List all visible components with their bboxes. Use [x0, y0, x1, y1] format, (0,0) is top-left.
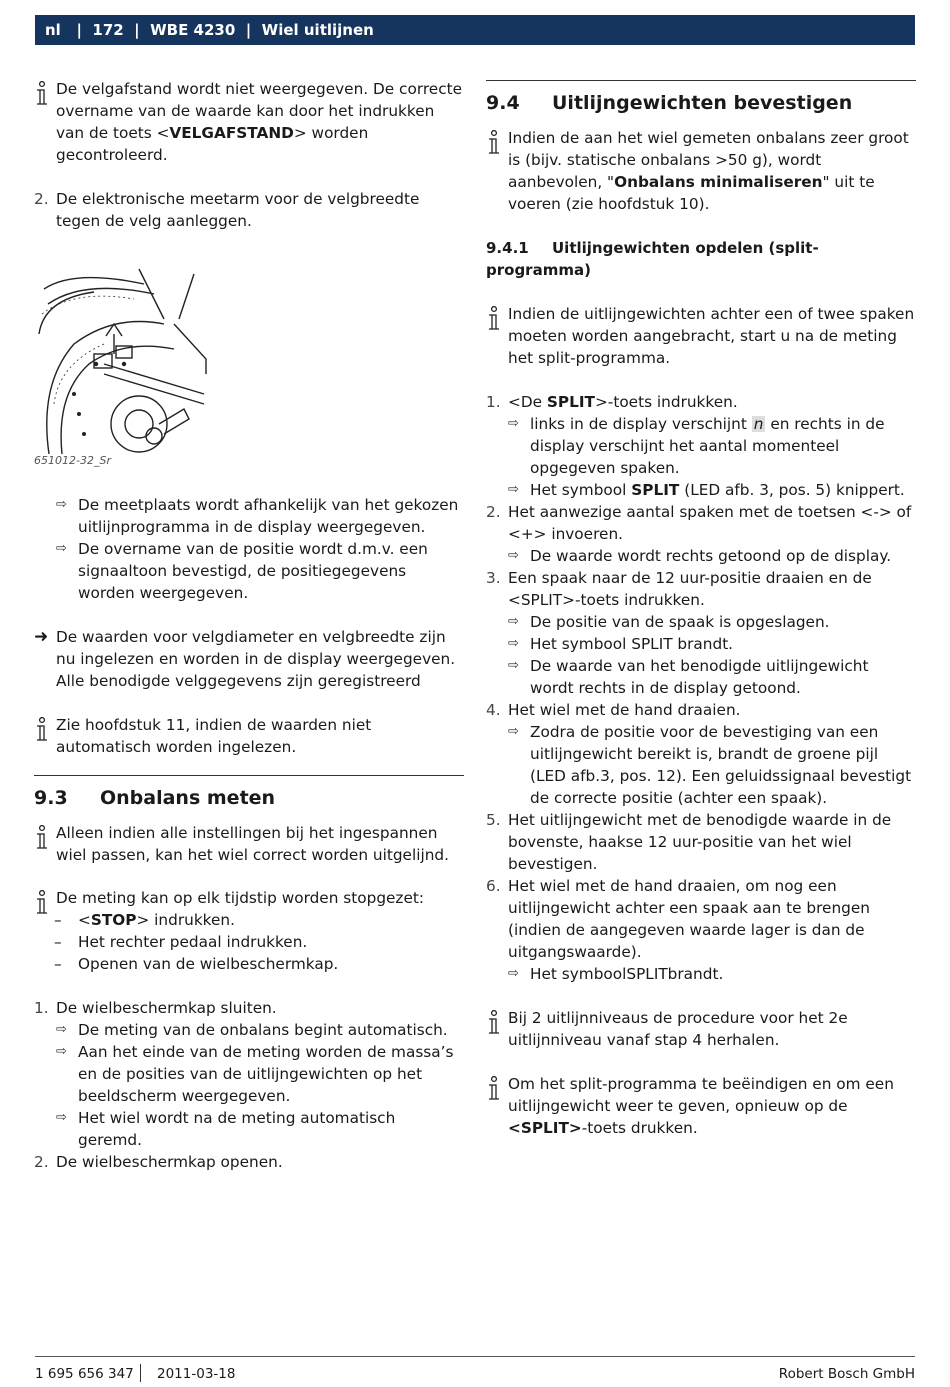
step-1-split-key: 1. <De SPLIT>-toets indrukken. — [486, 393, 738, 411]
result-arrow-icon: ⇨ — [508, 966, 519, 981]
section-heading-9-3: 9.3 Onbalans meten — [34, 775, 464, 812]
footer-divider — [35, 1356, 915, 1357]
info-note-stop: De meting kan op elk tijdstip worden stopgezet: — [34, 887, 464, 909]
info-icon — [34, 825, 50, 851]
footer-docnum: 1 695 656 347 — [35, 1366, 134, 1382]
info-icon — [486, 130, 502, 156]
info-note-minimize: Indien de aan het wiel gemeten onbalans zeer groot is (bijv. statische onbalans >50 g), wordt aanbevolen, "Onbalans minimaliseren" uit te voeren (zie hoofdstuk 10). — [486, 127, 916, 215]
result-arrow-icon: ⇨ — [508, 482, 519, 497]
result-item: ⇨ Het symboolSPLITbrandt. — [508, 965, 724, 983]
bold-arrow-icon: ➜ — [34, 627, 49, 647]
lcd-symbol: n — [753, 415, 764, 433]
result-item: ⇨ De overname van de positie wordt d.m.v. een signaaltoon bevestigd, de positiegegevens worden weergegeven. — [56, 540, 428, 602]
info-icon — [486, 306, 502, 332]
step-6-rotate-again: 6. Het wiel met de hand draaien, om nog een uitlijngewicht achter een spaak aan te brengen (indien de aangegeven waarde lager is dan de uitgangswaarde). — [486, 877, 870, 961]
result-item: ⇨ De meting van de onbalans begint automatisch. — [56, 1021, 448, 1039]
info-note-two-levels: Bij 2 uitlijnniveaus de procedure voor het 2e uitlijnniveau vanaf stap 4 herhalen. — [486, 1007, 916, 1051]
result-arrow-icon: ⇨ — [508, 614, 519, 629]
step-3-spoke-position: 3. Een spaak naar de 12 uur-positie draaien en de <SPLIT>-toets indrukken. — [486, 569, 872, 609]
dash-item: – Openen van de wielbeschermkap. — [54, 955, 339, 973]
dash-bullet: – — [54, 955, 62, 973]
wheel-measuring-arm-figure — [34, 264, 214, 454]
page-header: nl | 172 | WBE 4230 | Wiel uitlijnen — [35, 15, 915, 45]
step-2-open-hood: 2. De wielbeschermkap openen. — [34, 1153, 283, 1171]
result-item: ⇨ Het wiel wordt na de meting automatisch geremd. — [56, 1109, 396, 1149]
result-arrow-icon: ⇨ — [56, 1110, 67, 1125]
result-item: ⇨ De waarde wordt rechts getoond op de display. — [508, 547, 892, 565]
footer-separator — [140, 1364, 141, 1382]
step-1-close-hood: 1. De wielbeschermkap sluiten. — [34, 999, 277, 1017]
info-note-end-split: Om het split-programma te beëindigen en om een uitlijngewicht weer te geven, opnieuw op de <SPLIT>-toets drukken. — [486, 1073, 916, 1139]
figure-caption: 651012-32_Sr — [34, 454, 111, 467]
result-arrow-icon: ⇨ — [508, 724, 519, 739]
result-arrow-icon: ⇨ — [508, 416, 519, 431]
result-item: ⇨ De positie van de spaak is opgeslagen. — [508, 613, 830, 631]
result-item: ⇨ De waarde van het benodigde uitlijngewicht wordt rechts in de display getoond. — [508, 657, 869, 697]
info-note-rim-distance: De velgafstand wordt niet weergegeven. De correcte overname van de waarde kan door het indrukken van de toets <VELGAFSTAND> worden gecontroleerd. — [34, 78, 464, 166]
section-heading-9-4: 9.4 Uitlijngewichten bevestigen — [486, 80, 916, 117]
wheel-illustration — [34, 264, 214, 454]
result-list-measure — [34, 494, 464, 604]
result-arrow-icon: ⇨ — [508, 636, 519, 651]
result-arrow-icon: ⇨ — [56, 1044, 67, 1059]
result-item: ⇨ Het symbool SPLIT brandt. — [508, 635, 734, 653]
info-note-split: Indien de uitlijngewichten achter een of twee spaken moeten worden aangebracht, start u na de meting het split-programma. — [486, 303, 916, 369]
left-column — [34, 78, 464, 1173]
result-arrow-icon: ⇨ — [56, 1022, 67, 1037]
footer-company: Robert Bosch GmbH — [778, 1366, 915, 1382]
result-item: ⇨ links in de display verschijnt n en rechts in de display verschijnt het aantal momenteel opgegeven spaken. — [508, 415, 885, 477]
subsection-heading-9-4-1: 9.4.1 Uitlijngewichten opdelen (split-programma) — [486, 239, 819, 279]
info-icon — [34, 717, 50, 743]
dash-item: – Het rechter pedaal indrukken. — [54, 933, 308, 951]
dash-item: – <STOP> indrukken. — [54, 911, 235, 929]
right-column — [486, 78, 916, 1139]
result-item: ⇨ Het symbool SPLIT (LED afb. 3, pos. 5) knippert. — [508, 481, 905, 499]
dash-bullet: – — [54, 911, 62, 929]
dash-bullet: – — [54, 933, 62, 951]
result-item: ⇨ Aan het einde van de meting worden de massa’s en de posities van de uitlijngewichten op het beeldscherm weergegeven. — [56, 1043, 454, 1105]
result-arrow-icon: ⇨ — [508, 658, 519, 673]
step-4-rotate: 4. Het wiel met de hand draaien. — [486, 701, 741, 719]
result-arrow-icon: ⇨ — [56, 541, 67, 556]
info-icon — [486, 1076, 502, 1102]
info-note-chapter-11: Zie hoofdstuk 11, indien de waarden niet automatisch worden ingelezen. — [34, 714, 464, 758]
step-2-meetarm: 2. De elektronische meetarm voor de velgbreedte tegen de velg aanleggen. — [34, 190, 420, 230]
result-arrow-icon: ⇨ — [508, 548, 519, 563]
result-item: ⇨ De meetplaats wordt afhankelijk van het gekozen uitlijnprogramma in de display weergegeven. — [56, 496, 459, 536]
step-2-spokes: 2. Het aanwezige aantal spaken met de toetsen <-> of <+> invoeren. — [486, 503, 912, 543]
footer-date: 2011-03-18 — [157, 1366, 236, 1382]
info-note-settings: Alleen indien alle instellingen bij het ingespannen wiel passen, kan het wiel correct worden uitgelijnd. — [34, 822, 464, 866]
info-icon — [486, 1010, 502, 1036]
result-arrow-icon: ⇨ — [56, 497, 67, 512]
step-5-attach-weight: 5. Het uitlijngewicht met de benodigde waarde in de bovenste, haakse 12 uur-positie van het wiel bevestigen. — [486, 811, 892, 873]
arrow-note-rim-data: ➜ De waarden voor velgdiameter en velgbreedte zijn nu ingelezen en worden in de display weergegeven. Alle benodigde velggegevens zijn geregistreerd — [34, 627, 456, 690]
info-icon — [34, 81, 50, 107]
result-item: ⇨ Zodra de positie voor de bevestiging van een uitlijngewicht bereikt is, brandt de groene pijl (LED afb.3, pos. 12). Een geluidssignaal bevestigt de correcte positie (achter een spaak). — [508, 723, 912, 807]
